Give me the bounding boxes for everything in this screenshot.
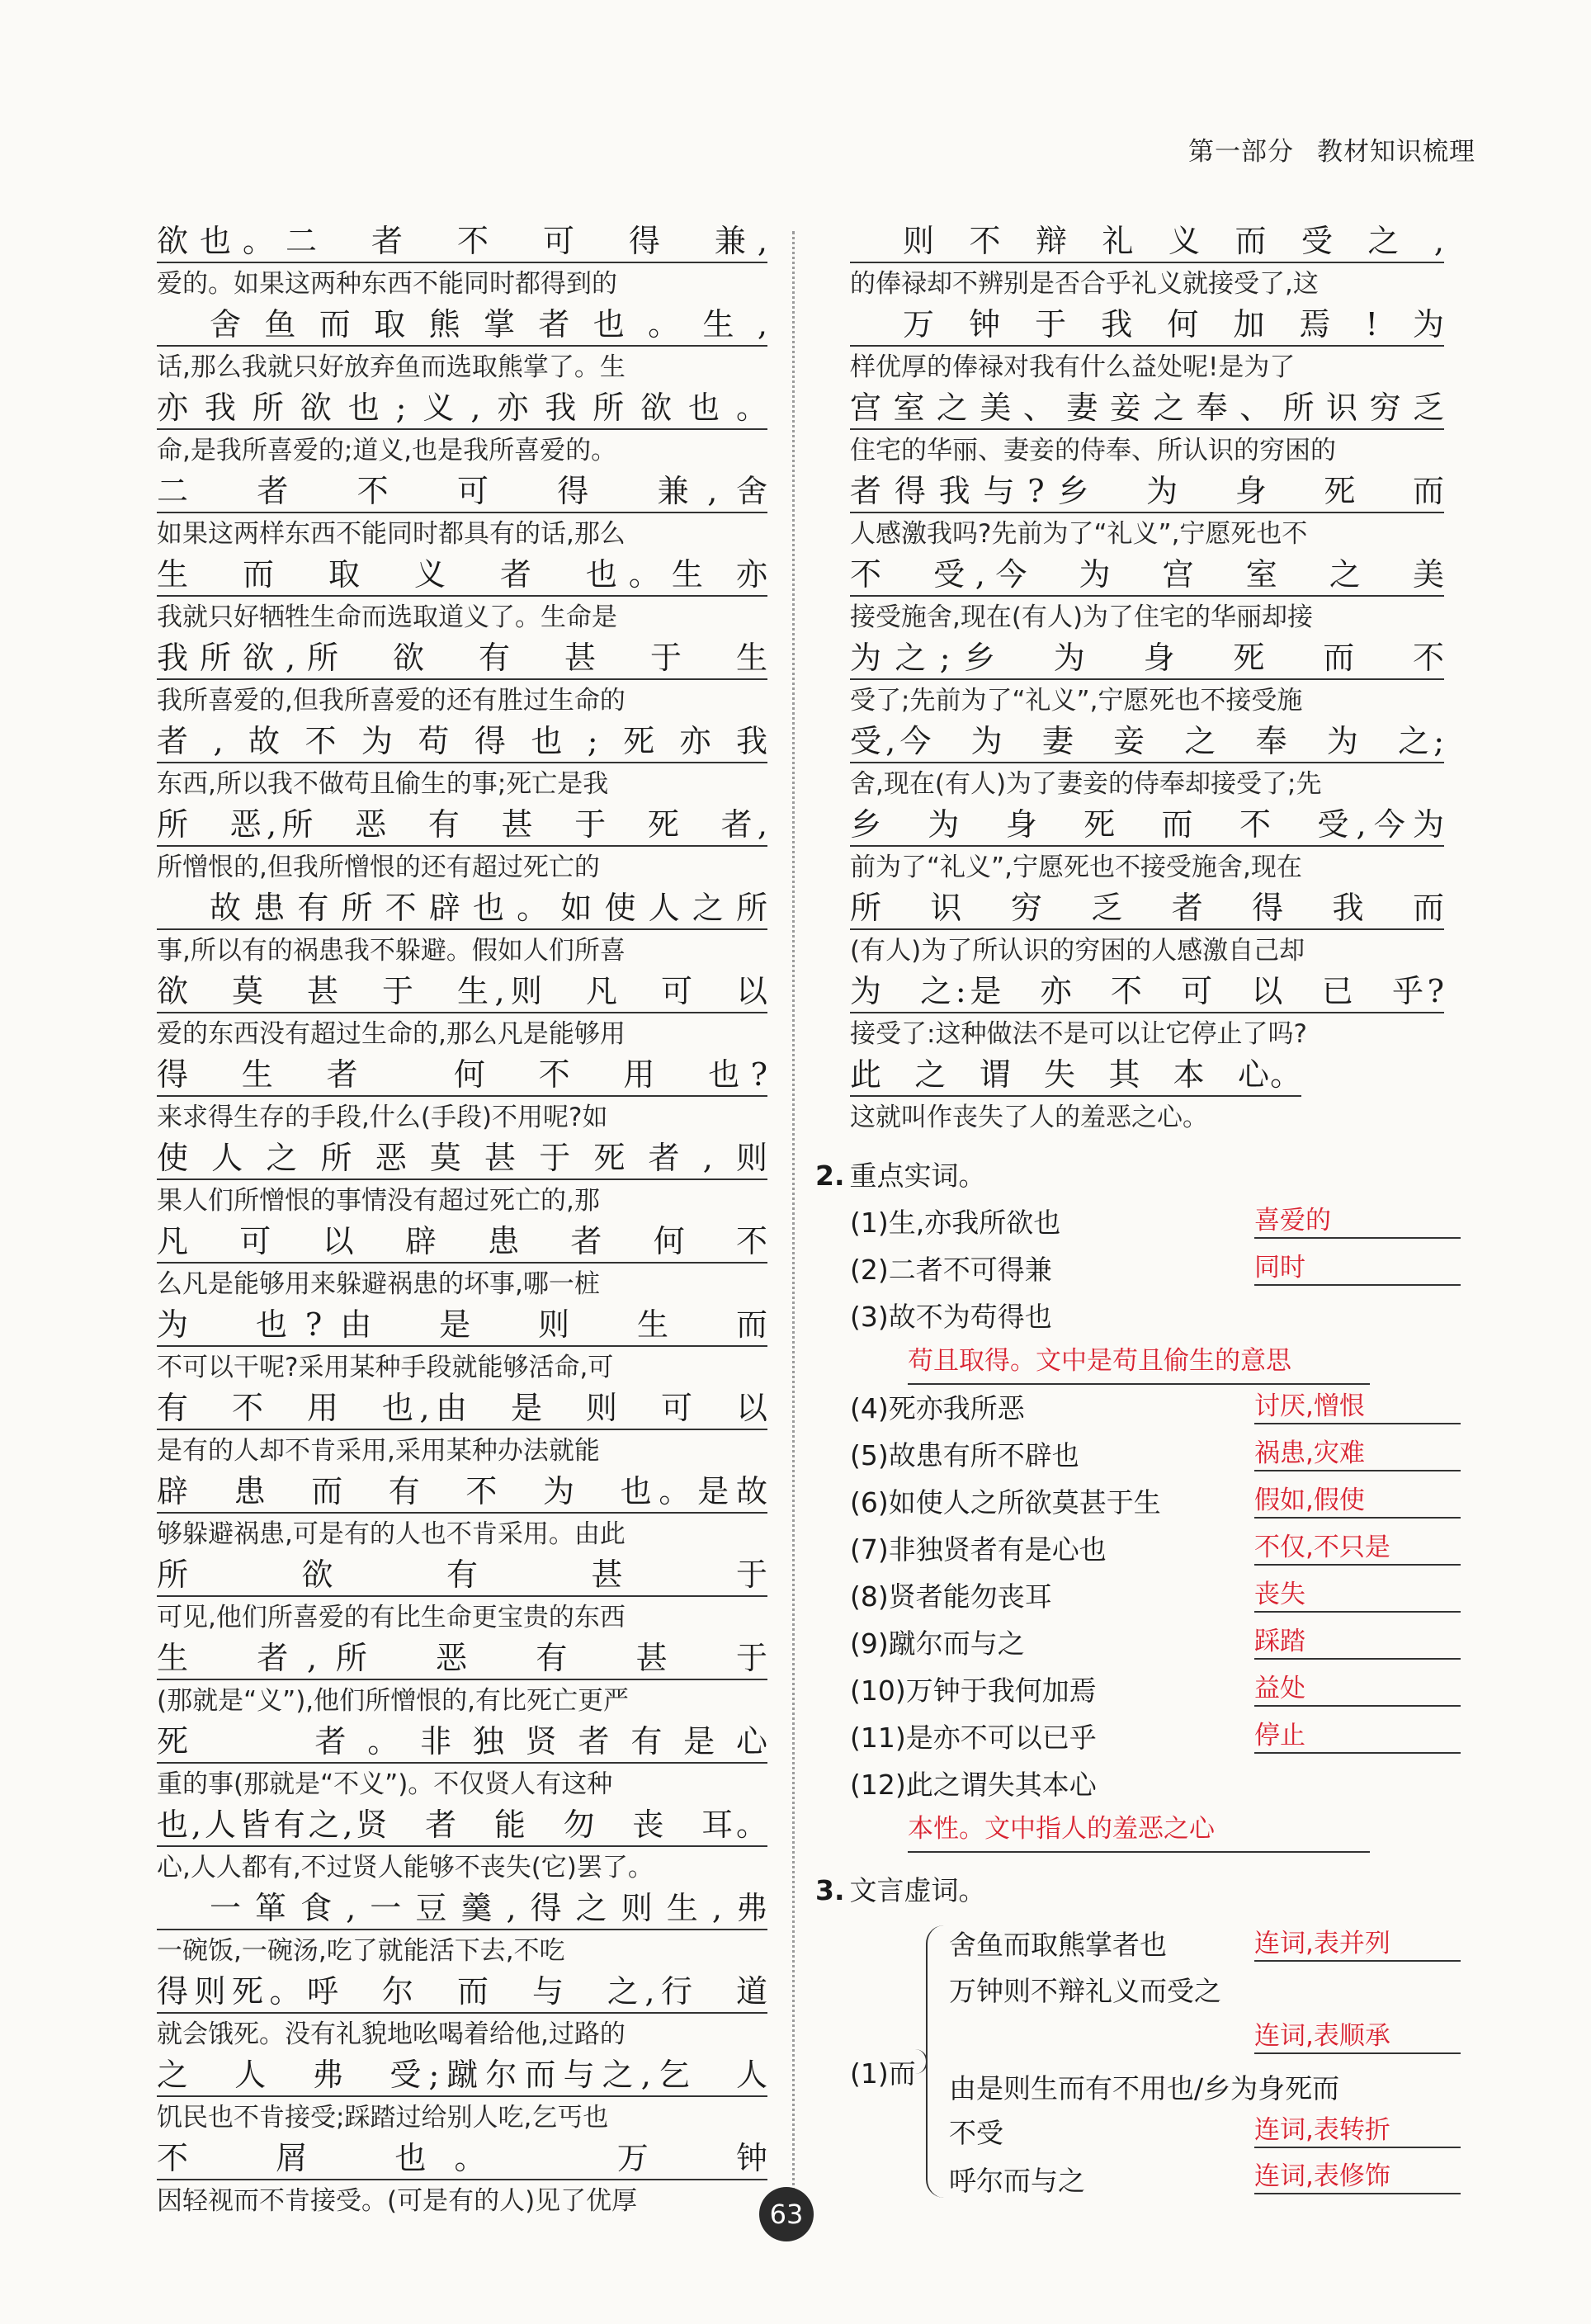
shici-question: (12)此之谓失其本心 (850, 1769, 1097, 1801)
shici-item (850, 1246, 1444, 1293)
original-text-line: 万钟于我何加焉!为 (850, 305, 1444, 347)
shici-question: (6)如使人之所欲莫甚于生 (850, 1486, 1161, 1519)
original-text-line: 为 之:是 亦 不 可 以 已 乎? (850, 971, 1444, 1013)
shici-item (850, 1199, 1444, 1246)
translation-line: 舍,现在(有人)为了妻妾的侍奉却接受了;先 (850, 769, 1322, 799)
translation-line: 重的事(那就是“不义”)。不仅贤人有这种 (157, 1769, 613, 1799)
xuci-label: (1)而 (850, 2057, 916, 2090)
original-text-line: 亦我所欲也;义,亦我所欲也。 (157, 388, 767, 430)
right-translation-lines (850, 221, 1444, 1138)
page-header (1188, 130, 1475, 168)
shici-item (850, 1479, 1444, 1526)
shici-question: (1)生,亦我所欲也 (850, 1207, 1061, 1239)
translation-line: 饥民也不肯接受;踩踏过给别人吃,乞丐也 (157, 2103, 609, 2133)
xuci-item: 万钟则不辩礼义而受之 (949, 1975, 1221, 2007)
shici-answer: 踩踏 (1254, 1625, 1461, 1660)
shici-question: (5)故患有所不辟也 (850, 1439, 1079, 1471)
translation-line: 是有的人却不肯采用,采用某种办法就能 (157, 1436, 600, 1466)
xuci-answer: 连词,表修饰 (1254, 2160, 1461, 2194)
translation-line: 一碗饭,一碗汤,吃了就能活下去,不吃 (157, 1936, 565, 1966)
translation-line: 我所喜爱的,但我所喜爱的还有胜过生命的 (157, 686, 626, 716)
header-part: 第一部分 (1188, 137, 1294, 167)
original-text-line: 舍鱼而取熊掌者也。生, (157, 305, 767, 347)
shici-question: (10)万钟于我何加焉 (850, 1675, 1097, 1707)
xuci-answer: 连词,表顺承 (1254, 2019, 1461, 2054)
shici-long-answer: 苟且取得。文中是苟且偷生的意思 (908, 1340, 1370, 1385)
xuci-item: 舍鱼而取熊掌者也 (949, 1929, 1167, 1961)
translation-line: (那就是“义”),他们所憎恨的,有比死亡更严 (157, 1686, 630, 1716)
translation-line: 因轻视而不肯接受。(可是有的人)见了优厚 (157, 2186, 638, 2216)
translation-line: 我就只好牺牲生命而选取道义了。生命是 (157, 602, 617, 632)
shici-item (850, 1432, 1444, 1479)
shici-question: (3)故不为苟得也 (850, 1301, 1052, 1333)
shici-answer: 讨厌,憎恨 (1254, 1390, 1461, 1424)
shici-question: (9)蹴尔而与之 (850, 1627, 1025, 1660)
translation-line: 事,所以有的祸患我不躲避。假如人们所喜 (157, 936, 626, 966)
translation-line: 东西,所以我不做苟且偷生的事;死亡是我 (157, 769, 609, 799)
translation-line: 的俸禄却不辨别是否合乎礼义就接受了,这 (850, 269, 1319, 299)
original-text-line: 所 恶,所 恶 有 甚 于 死 者, (157, 805, 767, 847)
header-topic: 教材知识梳理 (1317, 137, 1475, 167)
translation-line: 不可以干呢?采用某种手段就能够活命,可 (157, 1353, 614, 1382)
xuci-answer: 连词,表转折 (1254, 2114, 1461, 2148)
original-text-line: 欲也。二 者 不 可 得 兼, (157, 221, 767, 263)
original-text-line: 生 而 取 义 者 也。生 亦 (157, 555, 767, 597)
translation-line: 够躲避祸患,可是有的人也不肯采用。由此 (157, 1519, 626, 1549)
original-text-line: 使人之所恶莫甚于死者,则 (157, 1138, 767, 1180)
translation-line: 接受施舍,现在(有人)为了住宅的华丽却接 (850, 602, 1314, 632)
shici-answer: 祸患,灾难 (1254, 1437, 1461, 1471)
original-text-line: 二 者 不 可 得 兼,舍 (157, 471, 767, 513)
translation-line: 样优厚的俸禄对我有什么益处呢!是为了 (850, 352, 1296, 382)
original-text-line: 也,人皆有之,贤 者 能 勿 丧 耳。 (157, 1805, 767, 1847)
xuci-item: 由是则生而有不用也/乡为身死而 (949, 2072, 1340, 2104)
original-text-line: 一箪食,一豆羹,得之则生,弗 (157, 1888, 767, 1930)
xuci-block (850, 1914, 1444, 2211)
original-text-line: 得则死。呼 尔 而 与 之,行 道 (157, 1972, 767, 2014)
shici-item (850, 1385, 1444, 1432)
original-text-line: 为 也?由 是 则 生 而 (157, 1305, 767, 1347)
original-text-line: 得 生 者 何 不 用 也? (157, 1055, 767, 1097)
shici-item (850, 1293, 1444, 1340)
original-text-line: 不 受,今 为 宫 室 之 美 (850, 555, 1444, 597)
original-text-line: 不 屑 也。 万 钟 (157, 2138, 767, 2180)
original-text-line: 辟 患 而 有 不 为 也。是故 (157, 1471, 767, 1514)
shici-answer: 停止 (1254, 1719, 1461, 1754)
translation-line: 前为了“礼义”,宁愿死也不接受施舍,现在 (850, 853, 1302, 882)
original-text-line: 所 欲 有 甚 于 (157, 1555, 767, 1597)
xuci-answer: 连词,表并列 (1254, 1927, 1461, 1962)
translation-line: 住宅的华丽、妻妾的侍奉、所认识的穷困的 (850, 436, 1336, 465)
translation-line: 话,那么我就只好放弃鱼而选取熊掌了。生 (157, 352, 626, 382)
shici-item (850, 1714, 1444, 1761)
translation-line: 爱的东西没有超过生命的,那么凡是能够用 (157, 1019, 626, 1049)
translation-line: 所憎恨的,但我所憎恨的还有超过死亡的 (157, 853, 600, 882)
column-divider (792, 231, 795, 2212)
original-text-line: 凡 可 以 辟 患 者 何 不 (157, 1221, 767, 1264)
original-text-line: 死 者。非独贤者有是心 (157, 1722, 767, 1764)
shici-question: (8)贤者能勿丧耳 (850, 1580, 1052, 1613)
shici-item (850, 1573, 1444, 1620)
translation-line: 受了;先前为了“礼义”,宁愿死也不接受施 (850, 686, 1303, 716)
translation-line: 爱的。如果这两种东西不能同时都得到的 (157, 269, 617, 299)
shici-question: (2)二者不可得兼 (850, 1254, 1052, 1286)
shici-answer: 丧失 (1254, 1578, 1461, 1613)
translation-line: 就会饿死。没有礼貌地吆喝着给他,过路的 (157, 2019, 626, 2049)
original-text-line: 之 人 弗 受;蹴尔而与之,乞 人 (157, 2055, 767, 2097)
original-text-line: 欲 莫 甚 于 生,则 凡 可 以 (157, 971, 767, 1013)
original-text-line: 有 不 用 也,由 是 则 可 以 (157, 1388, 767, 1430)
original-text-line: 乡 为 身 死 而 不 受,今为 (850, 805, 1444, 847)
right-column (815, 221, 1444, 2211)
shici-item (850, 1761, 1444, 1808)
brace (926, 1925, 946, 2198)
xuci-item: 呼尔而与之 (949, 2165, 1085, 2197)
original-text-line: 则不辩礼义而受之, (850, 221, 1444, 263)
translation-line: 果人们所憎恨的事情没有超过死亡的,那 (157, 1186, 600, 1216)
original-text-line: 故患有所不辟也。如使人之所 (157, 888, 767, 930)
shici-answer: 喜爱的 (1254, 1204, 1461, 1239)
shici-item (850, 1667, 1444, 1714)
shici-item (850, 1620, 1444, 1667)
original-text-line: 者,故不为苟得也;死亦我 (157, 721, 767, 763)
translation-line: 命,是我所喜爱的;道义,也是我所喜爱的。 (157, 436, 617, 465)
original-text-line: 我所欲,所 欲 有 甚 于 生 (157, 638, 767, 680)
original-text-line: 为之;乡 为 身 死 而 不 (850, 638, 1444, 680)
translation-line: 这就叫作丧失了人的羞恶之心。 (850, 1103, 1208, 1132)
shici-question: (11)是亦不可以已乎 (850, 1722, 1097, 1754)
page-number: 63 (759, 2187, 814, 2241)
original-text-line: 此 之 谓 失 其 本 心。 (850, 1055, 1301, 1097)
translation-line: (有人)为了所认识的穷困的人感激自己却 (850, 936, 1305, 966)
shici-question: (4)死亦我所恶 (850, 1392, 1025, 1424)
shici-list (850, 1199, 1444, 1853)
translation-line: 心,人人都有,不过贤人能够不丧失(它)罢了。 (157, 1853, 654, 1882)
original-text-line: 生 者,所 恶 有 甚 于 (157, 1638, 767, 1680)
translation-line: 人感激我吗?先前为了“礼义”,宁愿死也不 (850, 519, 1308, 549)
original-text-line: 受,今 为 妻 妾 之 奉 为 之; (850, 721, 1444, 763)
shici-question: (7)非独贤者有是心也 (850, 1533, 1107, 1566)
translation-line: 如果这两样东西不能同时都具有的话,那么 (157, 519, 626, 549)
xuci-section-title: 3. 文言虚词。 (815, 1874, 986, 1906)
translation-line: 接受了:这种做法不是可以让它停止了吗? (850, 1019, 1307, 1049)
translation-line: 么凡是能够用来躲避祸患的坏事,哪一桩 (157, 1269, 600, 1299)
translation-line: 来求得生存的手段,什么(手段)不用呢?如 (157, 1103, 608, 1132)
translation-line: 可见,他们所喜爱的有比生命更宝贵的东西 (157, 1603, 626, 1632)
xuci-item-cont: 不受 (949, 2117, 1003, 2149)
left-column (157, 221, 767, 2222)
shici-answer: 益处 (1254, 1672, 1461, 1707)
shici-answer: 假如,假使 (1254, 1484, 1461, 1519)
shici-answer: 不仅,不只是 (1254, 1531, 1461, 1566)
original-text-line: 所 识 穷 乏 者 得 我 而 (850, 888, 1444, 930)
shici-answer: 同时 (1254, 1251, 1461, 1286)
shici-section-title: 2. 重点实词。 (815, 1160, 986, 1192)
shici-long-answer: 本性。文中指人的羞恶之心 (908, 1808, 1370, 1853)
shici-item (850, 1526, 1444, 1573)
original-text-line: 者得我与?乡 为 身 死 而 (850, 471, 1444, 513)
original-text-line: 宫室之美、妻妾之奉、所识穷乏 (850, 388, 1444, 430)
